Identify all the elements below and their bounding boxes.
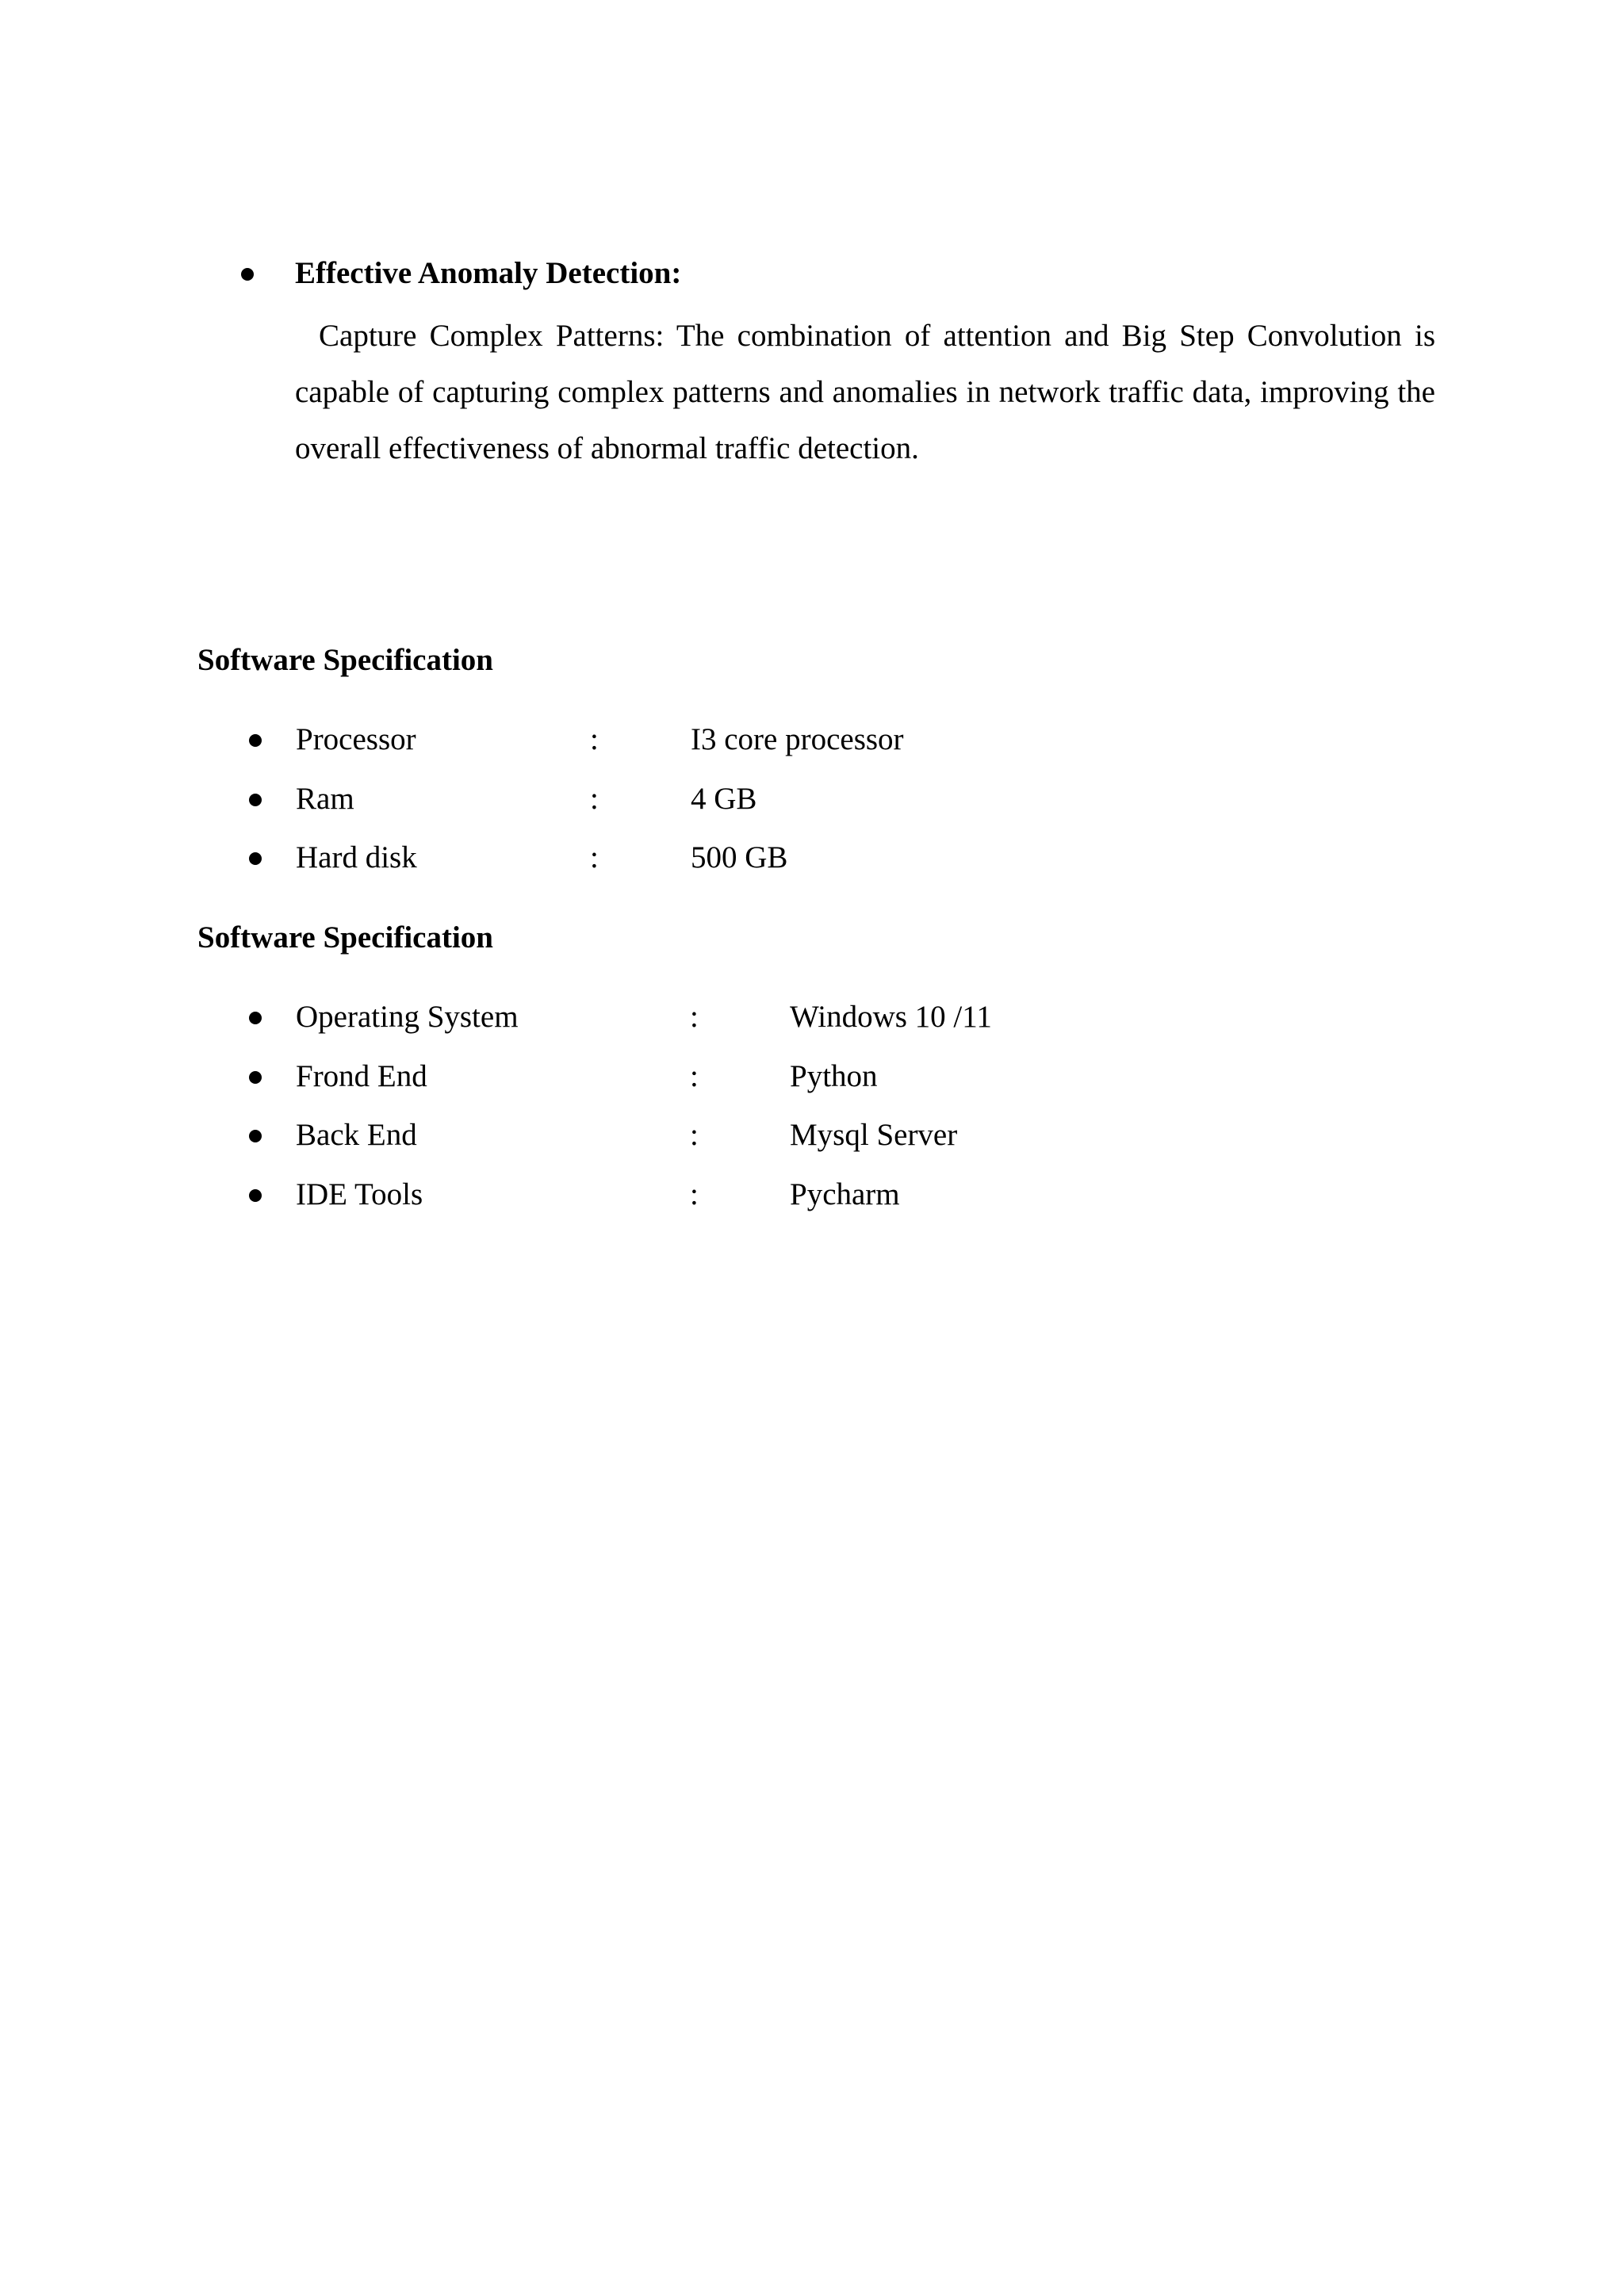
section-heading-hardware: Software Specification [197, 643, 493, 677]
bullet-icon [241, 268, 254, 281]
spec-label: Processor [296, 722, 416, 756]
bullet-icon [249, 1071, 262, 1084]
spec-value: 500 GB [691, 840, 788, 874]
spec-item [0, 1114, 1624, 1173]
bullet-icon [249, 794, 262, 806]
bullet-icon [249, 852, 262, 865]
spec-label: IDE Tools [296, 1177, 423, 1211]
bullet-icon [249, 1130, 262, 1142]
bullet-icon [249, 1189, 262, 1202]
section-heading-software: Software Specification [197, 920, 493, 955]
spec-label: Frond End [296, 1058, 427, 1093]
spec-item [0, 836, 1624, 896]
spec-separator: : [690, 1058, 699, 1093]
spec-separator: : [590, 722, 599, 756]
spec-item [0, 778, 1624, 837]
spec-value: Python [790, 1058, 878, 1093]
spec-separator: : [690, 1177, 699, 1211]
spec-value: I3 core processor [691, 722, 904, 756]
spec-value: Pycharm [790, 1177, 900, 1211]
spec-separator: : [690, 1118, 699, 1152]
spec-value: Mysql Server [790, 1118, 958, 1152]
spec-list-hardware [0, 718, 1624, 896]
spec-separator: : [690, 1000, 699, 1034]
spec-list-software [0, 996, 1624, 1232]
spec-value: 4 GB [691, 781, 757, 816]
spec-value: Windows 10 /11 [790, 1000, 992, 1034]
bullet-icon [249, 734, 262, 747]
intro-title: Effective Anomaly Detection: [295, 256, 682, 290]
spec-separator: : [590, 781, 599, 816]
spec-item [0, 718, 1624, 778]
intro-paragraph: Capture Complex Patterns: The combination of attention and Big Step Convolution is capable of capturing complex patterns and anomalies in network traffic data, improving the overall effectiveness of abnormal traffic detection. [295, 319, 1435, 465]
spec-item [0, 1055, 1624, 1115]
spec-label: Hard disk [296, 840, 417, 874]
bullet-icon [249, 1012, 262, 1024]
spec-item [0, 1173, 1624, 1233]
spec-label: Back End [296, 1118, 417, 1152]
spec-label: Ram [296, 781, 354, 816]
spec-label: Operating System [296, 1000, 519, 1034]
spec-separator: : [590, 840, 599, 874]
spec-item [0, 996, 1624, 1055]
